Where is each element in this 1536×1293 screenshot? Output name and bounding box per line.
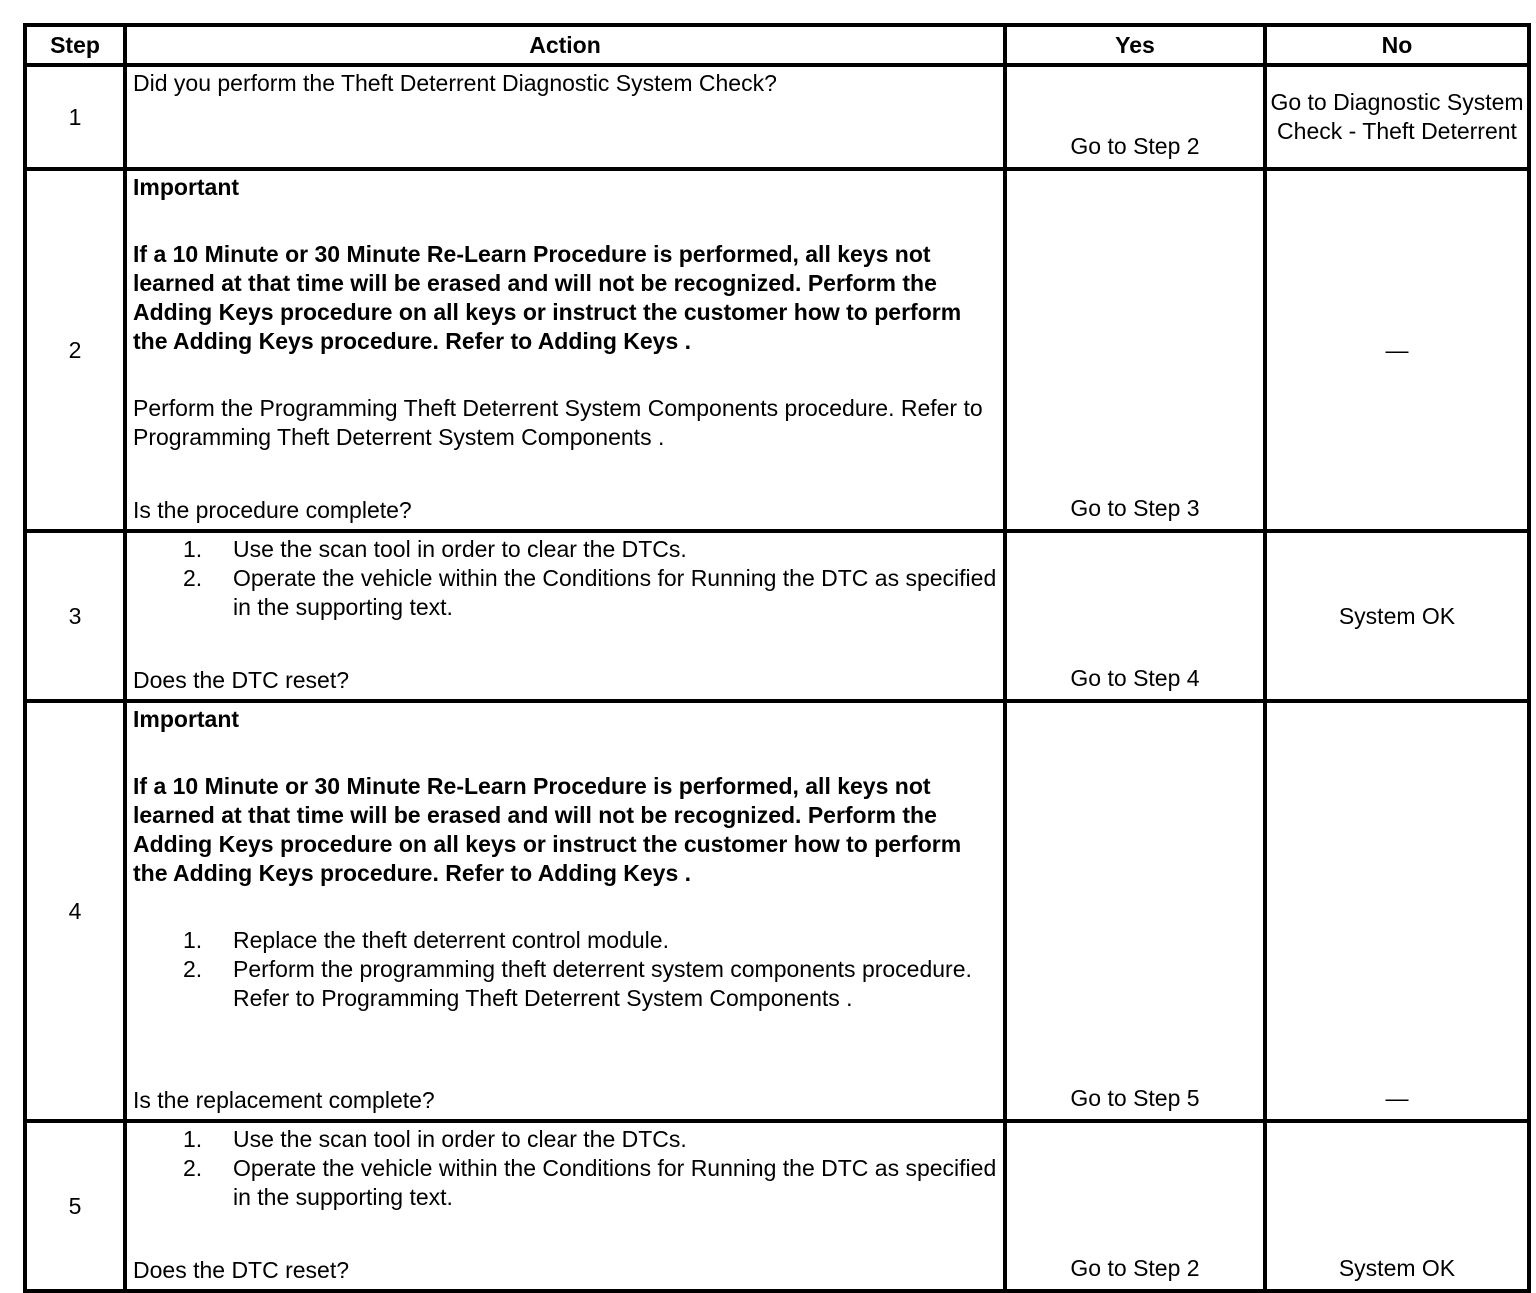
no-cell: System OK	[1265, 531, 1529, 701]
list-item	[133, 535, 999, 564]
yes-cell: Go to Step 2	[1005, 1121, 1265, 1291]
header-step: Step	[25, 25, 125, 65]
table-row	[25, 701, 1529, 1121]
action-question: Did you perform the Theft Deterrent Diagnostic System Check?	[133, 70, 777, 96]
important-label: Important	[133, 706, 240, 732]
important-text: If a 10 Minute or 30 Minute Re-Learn Procedure is performed, all keys not learned at that time will be erased and will not be recognized. Perform the Adding Keys procedure on all keys or instruct the customer how to perform the Adding Keys procedure. Refer to Adding Keys .	[133, 773, 962, 886]
list-text: Use the scan tool in order to clear the DTCs.	[233, 536, 687, 562]
step-number: 3	[25, 531, 125, 701]
action-cell	[125, 1121, 1005, 1291]
step-number: 5	[25, 1121, 125, 1291]
action-question: Does the DTC reset?	[133, 667, 350, 693]
yes-cell: Go to Step 3	[1005, 169, 1265, 531]
procedure-list	[133, 1125, 999, 1212]
no-cell: System OK	[1265, 1121, 1529, 1291]
header-action: Action	[125, 25, 1005, 65]
action-cell	[125, 65, 1005, 169]
action-cell	[125, 531, 1005, 701]
procedure-list	[133, 926, 999, 1013]
step-number: 2	[25, 169, 125, 531]
step-number: 4	[25, 701, 125, 1121]
list-text: Operate the vehicle within the Conditions for Running the DTC as specified in the supporting text.	[233, 1155, 997, 1210]
list-item	[133, 1154, 999, 1212]
no-cell: Go to Diagnostic System Check - Theft Deterrent	[1265, 65, 1529, 169]
list-item	[133, 955, 999, 1013]
header-yes: Yes	[1005, 25, 1265, 65]
no-cell: —	[1265, 169, 1529, 531]
action-question: Is the procedure complete?	[133, 497, 412, 523]
action-question: Is the replacement complete?	[133, 1087, 435, 1113]
list-item	[133, 926, 999, 955]
list-text: Use the scan tool in order to clear the DTCs.	[233, 1126, 687, 1152]
action-cell	[125, 701, 1005, 1121]
action-cell	[125, 169, 1005, 531]
list-number: 1.	[183, 1126, 203, 1152]
action-question: Does the DTC reset?	[133, 1257, 350, 1283]
list-text: Operate the vehicle within the Conditions for Running the DTC as specified in the supporting text.	[233, 565, 997, 620]
list-number: 1.	[183, 927, 203, 953]
table-row	[25, 531, 1529, 701]
list-number: 2.	[183, 956, 203, 982]
list-item	[133, 564, 999, 622]
yes-cell: Go to Step 4	[1005, 531, 1265, 701]
important-text: If a 10 Minute or 30 Minute Re-Learn Procedure is performed, all keys not learned at that time will be erased and will not be recognized. Perform the Adding Keys procedure on all keys or instruct the customer how to perform the Adding Keys procedure. Refer to Adding Keys .	[133, 241, 962, 354]
step-number: 1	[25, 65, 125, 169]
no-cell: —	[1265, 701, 1529, 1121]
important-label: Important	[133, 174, 240, 200]
list-text: Replace the theft deterrent control module.	[233, 927, 669, 953]
list-number: 2.	[183, 1155, 203, 1181]
table-row	[25, 1121, 1529, 1291]
procedure-list	[133, 535, 999, 622]
table-row	[25, 169, 1529, 531]
list-item	[133, 1125, 999, 1154]
list-number: 1.	[183, 536, 203, 562]
header-row	[25, 25, 1529, 65]
diagnostic-table	[23, 23, 1531, 1293]
list-number: 2.	[183, 565, 203, 591]
list-text: Perform the programming theft deterrent system components procedure. Refer to Programming Theft Deterrent System Components .	[233, 956, 972, 1011]
yes-cell: Go to Step 2	[1005, 65, 1265, 169]
header-no: No	[1265, 25, 1529, 65]
action-body: Perform the Programming Theft Deterrent System Components procedure. Refer to Programming Theft Deterrent System Components .	[133, 395, 983, 450]
table-row	[25, 65, 1529, 169]
yes-cell: Go to Step 5	[1005, 701, 1265, 1121]
